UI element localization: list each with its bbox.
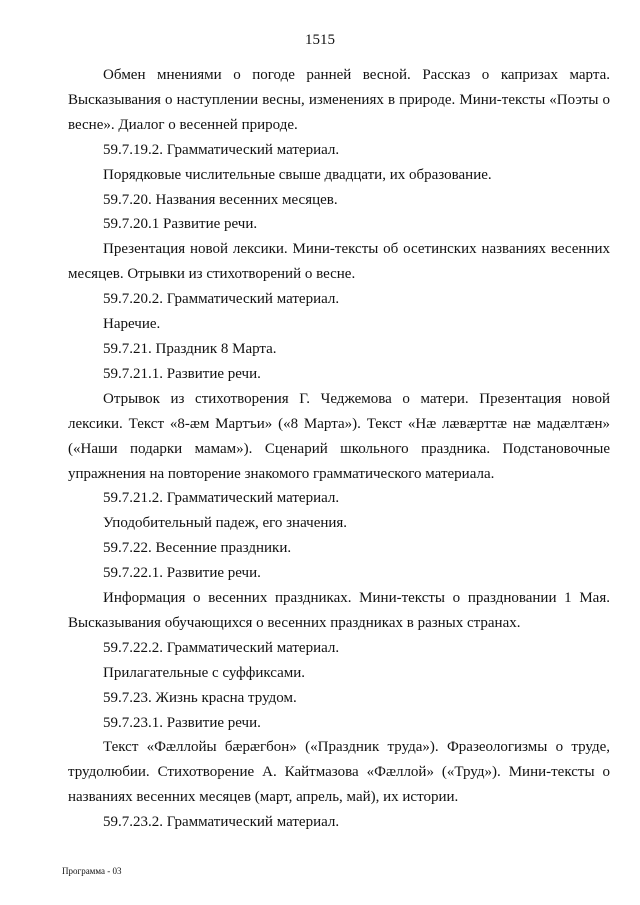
section-heading: 59.7.23. Жизнь красна трудом. [103, 689, 297, 706]
section-heading: 59.7.20.2. Грамматический материал. [103, 291, 340, 308]
paragraph: Наречие. [103, 316, 161, 333]
section-heading: 59.7.21.1. Развитие речи. [103, 365, 261, 382]
paragraph: Порядковые числительные свыше двадцати, их образование. [103, 166, 492, 183]
paragraph: Презентация новой лексики. Мини-тексты об осетинских названиях весенних месяцев. Отрывки из стихотворений о весне. [68, 241, 610, 283]
section-heading: 59.7.19.2. Грамматический материал. [103, 141, 340, 158]
section-heading: 59.7.20.1 Развитие речи. [103, 216, 258, 233]
section-heading: 59.7.22. Весенние праздники. [103, 540, 292, 557]
page-number: 1515 [305, 32, 335, 48]
section-heading: 59.7.22.1. Развитие речи. [103, 565, 261, 582]
section-heading: 59.7.20. Названия весенних месяцев. [103, 191, 338, 208]
paragraph: Текст «Фæллойы бæрæгбон» («Праздник труда»). Фразеологизмы о труде, трудолюбии. Стихотворение А. Кайтмазова «Фæллой» («Труд»). Мини-тексты о названиях весенних месяцев (март, апрель, май), их истории. [68, 739, 610, 806]
paragraph: Обмен мнениями о погоде ранней весной. Рассказ о капризах марта. Высказывания о наступлении весны, изменениях в природе. Мини-тексты «Поэты о весне». Диалог о весенней природе. [68, 67, 610, 133]
section-heading: 59.7.23.2. Грамматический материал. [103, 814, 340, 831]
paragraph: Прилагательные с суффиксами. [103, 664, 306, 681]
footer-label: Программа - 03 [62, 866, 122, 876]
section-heading: 59.7.23.1. Развитие речи. [103, 714, 261, 731]
paragraph: Отрывок из стихотворения Г. Чеджемова о матери. Презентация новой лексики. Текст «8-æм Мартъи» («8 Марта»). Текст «Нæ лæвæрттæ нæ мадæлтæн» («Наши подарки мамам»). Сценарий школьного праздника. Подстановочные упражнения на повторение знакомого грамматического материала. [68, 390, 610, 482]
paragraph: Информация о весенних праздниках. Мини-тексты о праздновании 1 Мая. Высказывания обучающихся о весенних праздниках в разных странах. [68, 590, 610, 631]
section-heading: 59.7.21. Праздник 8 Марта. [103, 340, 277, 357]
paragraph: Уподобительный падеж, его значения. [103, 515, 348, 532]
section-heading: 59.7.21.2. Грамматический материал. [103, 490, 340, 507]
document-body [68, 63, 610, 835]
section-heading: 59.7.22.2. Грамматический материал. [103, 639, 340, 656]
